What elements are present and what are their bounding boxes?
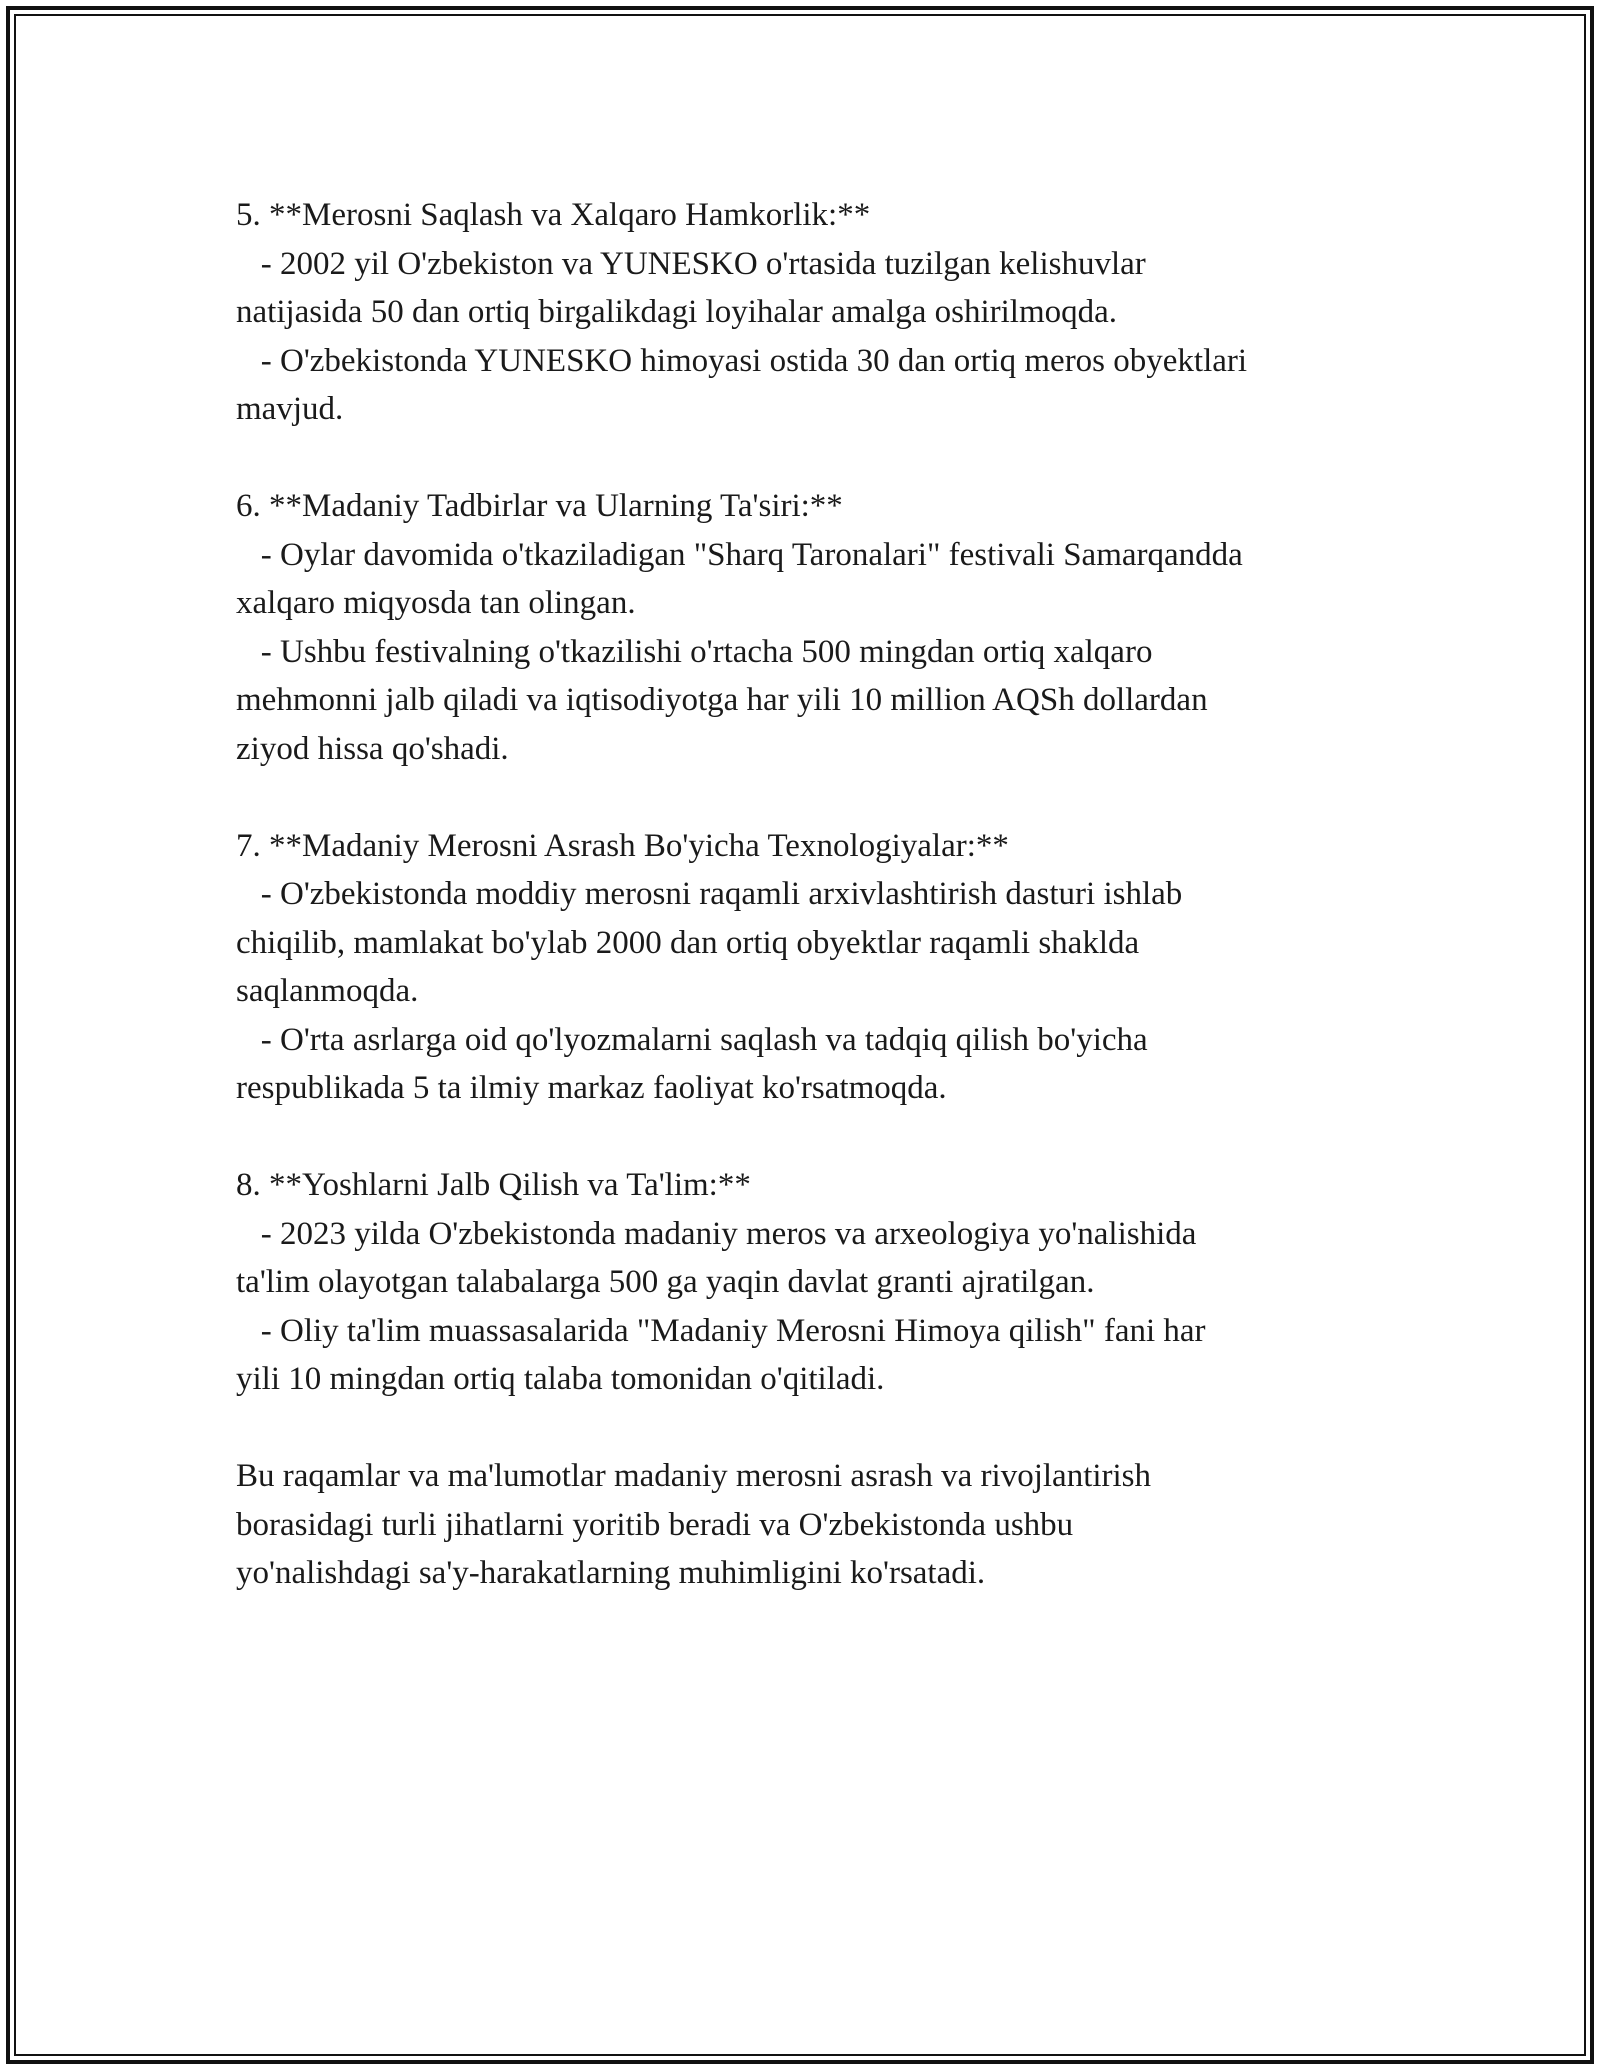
section-heading: 5. **Merosni Saqlash va Xalqaro Hamkorlik:** (236, 197, 871, 233)
section-heading: 6. **Madaniy Tadbirlar va Ularning Ta'siri:** (236, 488, 843, 524)
section-line: - O'rta asrlarga oid qo'lyozmalarni saqlash va tadqiq qilish bo'yicha (236, 1021, 1148, 1058)
section-line: natijasida 50 dan ortiq birgalikdagi loyihalar amalga oshirilmoqda. (236, 294, 1118, 330)
conclusion-line: Bu raqamlar va ma'lumotlar madaniy merosni asrash va rivojlantirish (236, 1458, 1152, 1494)
conclusion-line: borasidagi turli jihatlarni yoritib beradi va O'zbekistonda ushbu (236, 1506, 1074, 1543)
section-line: - Ushbu festivalning o'tkazilishi o'rtacha 500 mingdan ortiq xalqaro (236, 633, 1153, 670)
section-line: xalqaro miqyosda tan olingan. (236, 585, 636, 621)
section-line: ta'lim olayotgan talabalarga 500 ga yaqin davlat granti ajratilgan. (236, 1264, 1095, 1300)
section-6 (236, 482, 1376, 773)
section-8 (236, 1161, 1376, 1404)
section-line: respublikada 5 ta ilmiy markaz faoliyat ko'rsatmoqda. (236, 1070, 947, 1106)
section-heading: 7. **Madaniy Merosni Asrash Bo'yicha Texnologiyalar:** (236, 827, 1009, 864)
section-line: - 2002 yil O'zbekiston va YUNESKO o'rtasida tuzilgan kelishuvlar (236, 245, 1146, 282)
section-heading: 8. **Yoshlarni Jalb Qilish va Ta'lim:** (236, 1167, 751, 1203)
section-line: - O'zbekistonda moddiy merosni raqamli arxivlashtirish dasturi ishlab (236, 876, 1183, 912)
section-line: - O'zbekistonda YUNESKO himoyasi ostida 30 dan ortiq meros obyektlari (236, 342, 1248, 379)
section-line: - Oylar davomida o'tkaziladigan "Sharq Taronalari" festivali Samarqandda (236, 536, 1243, 573)
section-7 (236, 822, 1376, 1113)
section-line: mavjud. (236, 391, 344, 427)
section-line: mehmonni jalb qiladi va iqtisodiyotga har yili 10 million AQSh dollardan (236, 682, 1208, 718)
conclusion-paragraph (236, 1452, 1376, 1598)
document-body (236, 191, 1376, 1646)
section-line: ziyod hissa qo'shadi. (236, 730, 509, 767)
section-line: - 2023 yilda O'zbekistonda madaniy meros va arxeologiya yo'nalishida (236, 1215, 1197, 1252)
section-line: yili 10 mingdan ortiq talaba tomonidan o'qitiladi. (236, 1361, 885, 1397)
section-line: - Oliy ta'lim muassasalarida "Madaniy Merosni Himoya qilish" fani har (236, 1312, 1206, 1349)
section-line: chiqilib, mamlakat bo'ylab 2000 dan ortiq obyektlar raqamli shaklda (236, 924, 1140, 961)
section-line: saqlanmoqda. (236, 973, 419, 1009)
section-5 (236, 191, 1376, 434)
conclusion-line: yo'nalishdagi sa'y-harakatlarning muhimligini ko'rsatadi. (236, 1555, 986, 1591)
